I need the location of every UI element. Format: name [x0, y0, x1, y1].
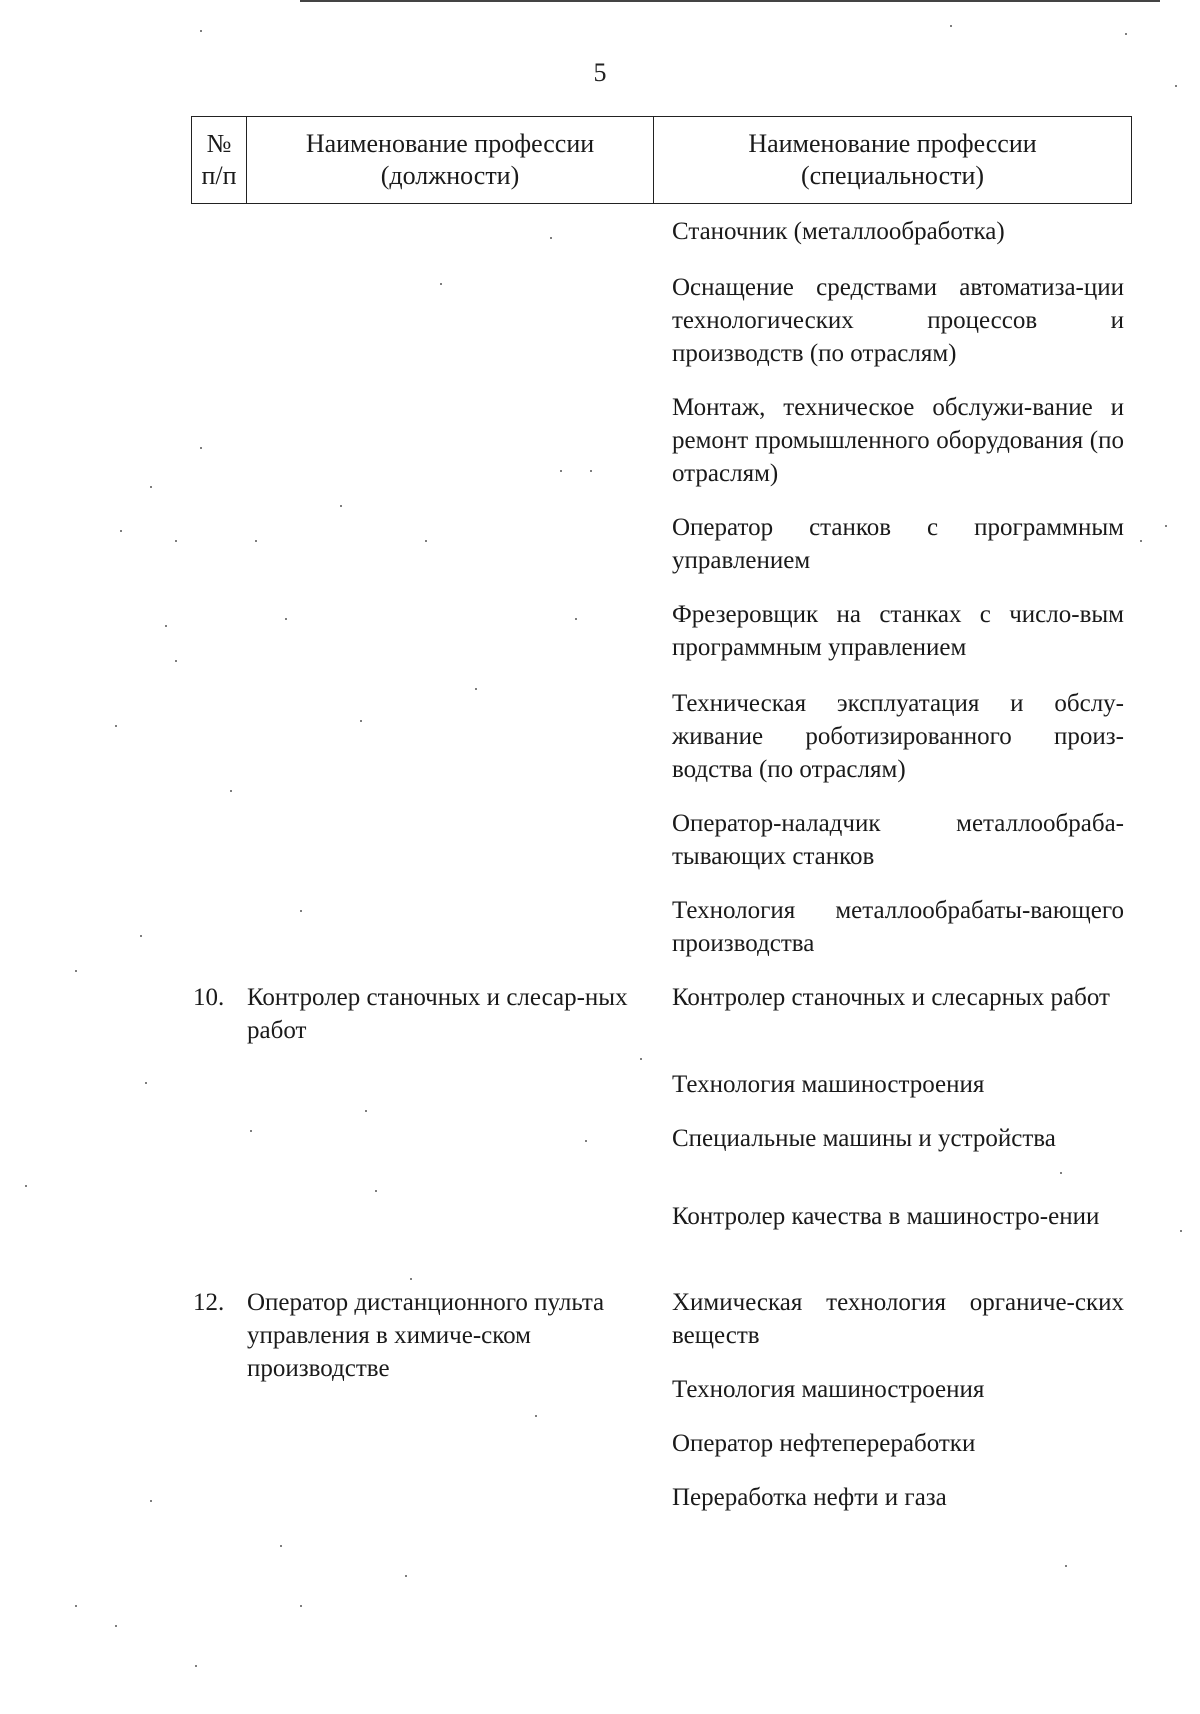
specialty-item: Технология машиностроения — [672, 1071, 985, 1098]
specialty-item: Техническая эксплуатация и обслу-живание роботизированного произ-водства (по отраслям) — [672, 690, 1124, 783]
header-profession-column: Наименование профессии (должности) — [247, 117, 654, 203]
specialty-item: Оператор нефтепереработки — [672, 1430, 976, 1457]
specialty-item: Контролер качества в машиностро-ении — [672, 1203, 1100, 1230]
row-number: 10. — [193, 984, 225, 1011]
specialty-item: Оператор-наладчик металлообраба-тывающих станков — [672, 810, 1124, 870]
specialty-item: Оснащение средствами автоматиза-ции технологических процессов и производств (по отраслям) — [672, 274, 1124, 367]
page-number: 5 — [593, 58, 607, 87]
specialty-item: Переработка нефти и газа — [672, 1484, 947, 1511]
specialty-item: Технология металлообрабаты-вающего производства — [672, 897, 1124, 957]
specialty-item: Монтаж, техническое обслужи-вание и ремонт промышленного оборудования (по отраслям) — [672, 394, 1124, 487]
specialty-item: Специальные машины и устройства — [672, 1125, 1056, 1152]
specialty-item: Фрезеровщик на станках с число-вым программным управлением — [672, 601, 1124, 661]
specialty-item: Химическая технология органиче-ских веществ — [672, 1289, 1124, 1349]
row-number: 12. — [193, 1289, 225, 1316]
row-profession: Контролер станочных и слесар-ных работ — [247, 984, 628, 1044]
header-specialty-column: Наименование профессии (специальности) — [748, 129, 1037, 190]
specialty-item: Технология машиностроения — [672, 1376, 985, 1403]
specialty-item: Контролер станочных и слесарных работ — [672, 984, 1110, 1011]
row-profession: Оператор дистанционного пульта управления в химиче-ском производстве — [247, 1289, 605, 1382]
top-edge-rule — [300, 0, 1160, 2]
table-header — [191, 116, 1132, 204]
specialty-item: Станочник (металлообработка) — [672, 218, 1005, 245]
specialty-item: Оператор станков с программным управлением — [672, 514, 1124, 574]
header-number-column: № п/п — [192, 117, 247, 203]
